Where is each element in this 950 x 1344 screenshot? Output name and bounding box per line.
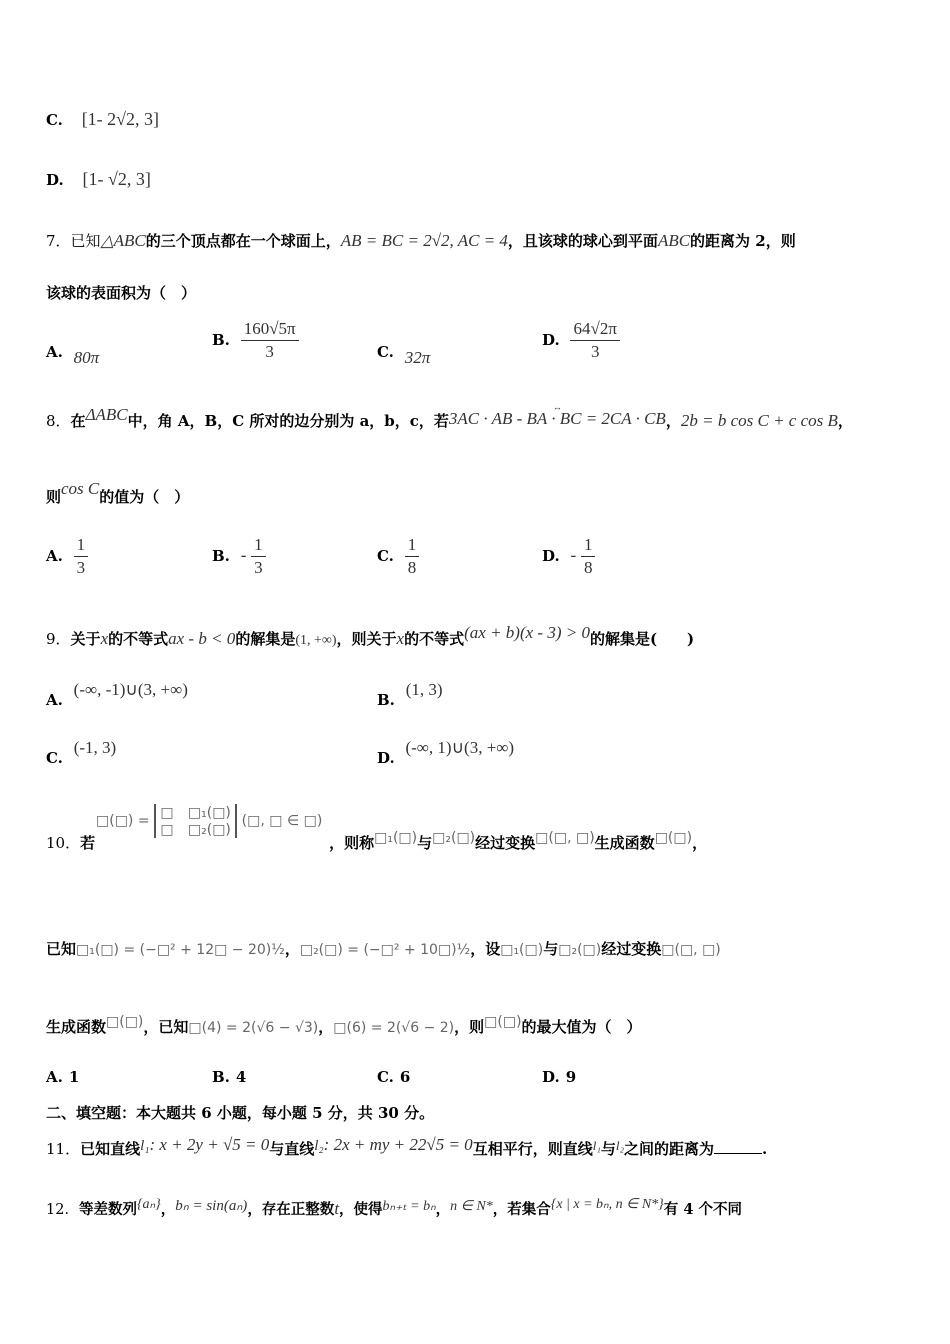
inequality: (ax + b)(x - 3) > 0 [464, 623, 590, 642]
numerator: 1 [251, 534, 266, 557]
sequence-b: bₙ = sin(aₙ) [175, 1198, 248, 1214]
triangle-label: ΔABC [85, 405, 128, 424]
stem-text: ，且该球的球心到平面 [507, 232, 658, 250]
periodicity: bₙ₊ₜ = bₙ [382, 1199, 436, 1214]
q10-line3 [46, 1016, 910, 1039]
line-l1: l₁ [592, 1138, 601, 1153]
q7-stem-line2: 该球的表面积为（ ） [46, 284, 197, 302]
inequality: ax - b < 0 [168, 629, 236, 648]
denominator: 8 [407, 558, 417, 577]
q10-option-d [542, 1068, 576, 1086]
definition-left: □(□) = [96, 813, 150, 829]
stem-text: 与直线 [269, 1140, 315, 1158]
numerator: 64√2π [570, 318, 619, 341]
option-value: (-1, 3) [73, 738, 117, 757]
q9-option-a [46, 680, 188, 709]
option-sign: - [570, 545, 577, 565]
option-value: [1- √2, 3] [82, 169, 151, 189]
stem-text: 经过变换 [475, 834, 536, 852]
option-label: A. [46, 1068, 63, 1086]
line-l2: l₂ [314, 1138, 324, 1154]
variable-x: x [100, 629, 109, 648]
q6-option-c [46, 108, 910, 131]
stem-text: 的距离为 2，则 [690, 232, 796, 250]
function-f2: □₂(□) [432, 830, 476, 846]
option-label: D. [542, 330, 560, 349]
option-label: A. [46, 546, 63, 565]
q7-option-d [542, 318, 620, 363]
question-number: 12． [46, 1202, 79, 1218]
plane-label: ABC [657, 231, 691, 250]
option-label: D. [542, 546, 560, 565]
matrix-entry: □ [160, 805, 174, 821]
stem-text: 已知直线 [80, 1140, 141, 1158]
matrix-entry: □ [160, 822, 174, 838]
function-f1: □₁(□) [374, 830, 418, 846]
q8-stem-line2 [46, 479, 910, 508]
q10-option-b [212, 1068, 246, 1086]
option-value: 9 [565, 1068, 577, 1086]
stem-text: 已知 [46, 940, 77, 958]
definition-right: (□, □ ∈ □) [241, 813, 323, 829]
stem-text: 之间的距离为 [624, 1140, 715, 1158]
stem-text: 的三个顶点都在一个球面上， [145, 232, 341, 250]
stem-text: ，已知 [143, 1018, 189, 1036]
numerator: 160√5π [241, 318, 299, 341]
fraction [570, 318, 619, 363]
function-f1-def: □₁(□) = (−□² + 12□ − 20)½ [76, 942, 285, 958]
numerator: 1 [581, 534, 596, 557]
stem-text: 中，角 A，B，C 所对的边分别为 a，b，c，若 [127, 412, 449, 430]
stem-text: ，则 [454, 1018, 485, 1036]
q11-stem [46, 1135, 910, 1161]
stem-text: 关于 [70, 630, 101, 648]
option-value: (-∞, 1)∪(3, +∞) [405, 738, 515, 757]
option-label: B. [212, 330, 230, 349]
q12-stem [46, 1198, 910, 1222]
matrix-entry: □₁(□) [187, 805, 231, 821]
set: {x | x = bₙ, n ∈ N*} [550, 1197, 664, 1212]
numerator: 1 [74, 534, 89, 557]
option-sign: - [240, 545, 247, 565]
q9-option-b [377, 680, 443, 709]
option-label: C. [377, 1068, 394, 1086]
stem-text: 的解集是 [235, 630, 296, 648]
q7-option-a [46, 342, 100, 367]
stem-text: 的最大值为（ ） [521, 1018, 642, 1036]
function-f1: □₁(□) [500, 942, 544, 958]
q7-stem [46, 230, 910, 252]
generated-function: □(□) [106, 1014, 144, 1030]
transform: □(□, □) [661, 942, 721, 958]
q9-option-c [46, 738, 117, 767]
stem-text: ，使得 [339, 1201, 383, 1218]
stem-text: 互相平行，则直线 [472, 1140, 593, 1158]
fraction [405, 534, 420, 579]
q9-option-d [377, 738, 515, 767]
q8-option-a [46, 534, 88, 579]
option-label: A. [46, 343, 63, 361]
q7-option-c [377, 342, 431, 367]
denominator: 8 [583, 558, 593, 577]
stem-text: ， [692, 834, 708, 852]
fraction [581, 534, 596, 579]
stem-text: ，则称 [329, 834, 375, 852]
option-value: (1, 3) [405, 680, 443, 699]
stem-text: ， [160, 1201, 176, 1218]
transform: □(□, □) [535, 830, 595, 846]
option-label: B. [212, 546, 230, 565]
denominator: 3 [254, 558, 263, 577]
stem-text: ，若集合 [492, 1201, 551, 1218]
stem-text: 的不等式 [404, 630, 465, 648]
stem-text: ， [837, 412, 853, 430]
cos-c: cos C [61, 479, 100, 498]
option-label: B. [377, 691, 395, 709]
line-equation: : 2x + my + 22√5 = 0 [323, 1135, 473, 1154]
option-label: C. [377, 546, 394, 565]
question-number: 10． [46, 834, 81, 852]
function-f2-def: □₂(□) = (−□² + 10□)½ [299, 942, 471, 958]
stem-text: 若 [80, 834, 96, 852]
generated-function: □(□) [654, 830, 693, 846]
answer-blank [714, 1153, 762, 1154]
stem-text: 生成函数 [46, 1018, 107, 1036]
denominator: 3 [265, 342, 274, 361]
sequence: {aₙ} [136, 1197, 161, 1212]
fraction [241, 318, 299, 363]
option-value: 32π [404, 348, 431, 367]
stem-text: ， [665, 412, 681, 430]
denominator: 3 [76, 558, 86, 577]
option-label: D. [542, 1068, 560, 1086]
option-label: C. [377, 343, 394, 361]
function-f2: □₂(□) [558, 942, 602, 958]
denominator: 3 [590, 342, 600, 361]
cosine-equation: 2b = b cos C + c cos B [680, 411, 838, 430]
q10-option-c [377, 1068, 410, 1086]
option-value: 80π [73, 348, 100, 367]
q8-option-d [542, 534, 595, 579]
variable-x: x [396, 629, 405, 648]
stem-text: ，则关于 [336, 630, 397, 648]
option-value: (-∞, -1)∪(3, +∞) [73, 680, 188, 699]
option-label: D. [377, 749, 395, 767]
q8-option-c [377, 534, 419, 579]
q8-option-b [212, 534, 266, 579]
question-number: 7． [46, 232, 71, 250]
stem-text: ， [435, 1201, 451, 1218]
option-label: C. [46, 749, 63, 767]
numerator: 1 [405, 534, 420, 557]
question-number: 9． [46, 630, 71, 648]
value-at-6: □(6) = 2(√6 − 2) [333, 1020, 455, 1036]
line-l1: l₁ [140, 1138, 150, 1154]
fraction [74, 534, 89, 579]
option-value: 6 [399, 1068, 411, 1086]
stem-text: 经过变换 [601, 940, 662, 958]
stem-text: ， [318, 1018, 334, 1036]
n-in-natural: n ∈ N* [450, 1199, 493, 1214]
variable-t: t [334, 1199, 340, 1218]
stem-text: 有 4 个不同 [663, 1201, 742, 1218]
stem-text: 等差数列 [78, 1201, 137, 1218]
stem-text: 的值为（ ） [99, 488, 190, 506]
q7-option-b [212, 318, 299, 363]
value-at-4: □(4) = 2(√6 − √3) [188, 1020, 319, 1036]
q10-option-a [46, 1068, 79, 1086]
section-heading: 二、填空题：本大题共 6 小题，每小题 5 分，共 30 分。 [46, 1104, 435, 1122]
stem-text: 则 [46, 488, 62, 506]
stem-text: 的不等式 [108, 630, 169, 648]
stem-text: 在 [70, 412, 86, 430]
option-value: 4 [235, 1068, 247, 1086]
fraction [251, 534, 266, 579]
stem-text: . [762, 1140, 768, 1158]
question-number: 11． [46, 1140, 81, 1158]
option-value: [1- 2√2, 3] [81, 109, 160, 129]
line-equation: : x + 2y + √5 = 0 [149, 1135, 270, 1154]
q6-option-d [46, 168, 910, 191]
stem-text: ，设 [470, 940, 501, 958]
option-label: D. [46, 171, 64, 189]
option-label: C. [46, 111, 63, 129]
condition-formula: AB = BC = 2√2, AC = 4 [340, 231, 508, 250]
q9-stem [46, 623, 910, 652]
stem-text: ， [284, 940, 300, 958]
stem-text: ，存在正整数 [247, 1201, 335, 1218]
generated-function: □(□) [484, 1014, 522, 1030]
option-value: 1 [68, 1068, 80, 1086]
q10-stem [46, 832, 910, 855]
solution-set: (1, +∞) [295, 633, 337, 648]
stem-text: 已知 [70, 232, 101, 250]
stem-text: 与 [543, 940, 559, 958]
stem-text: 的解集是( ) [589, 630, 695, 648]
option-label: A. [46, 691, 63, 709]
question-number: 8． [46, 412, 71, 430]
matrix-entry: □₂(□) [187, 822, 231, 838]
q10-line2 [46, 938, 910, 961]
stem-text: 生成函数 [594, 834, 655, 852]
stem-text: 与 [417, 834, 433, 852]
triangle-label: △ABC [100, 231, 146, 250]
stem-text: 与 [600, 1140, 616, 1158]
vector-equation: ↔ 3AC · AB - BA · BC = 2CA · CB [449, 408, 666, 430]
option-label: B. [212, 1068, 230, 1086]
line-l2: l₂ [615, 1138, 624, 1153]
q8-stem [46, 405, 910, 432]
